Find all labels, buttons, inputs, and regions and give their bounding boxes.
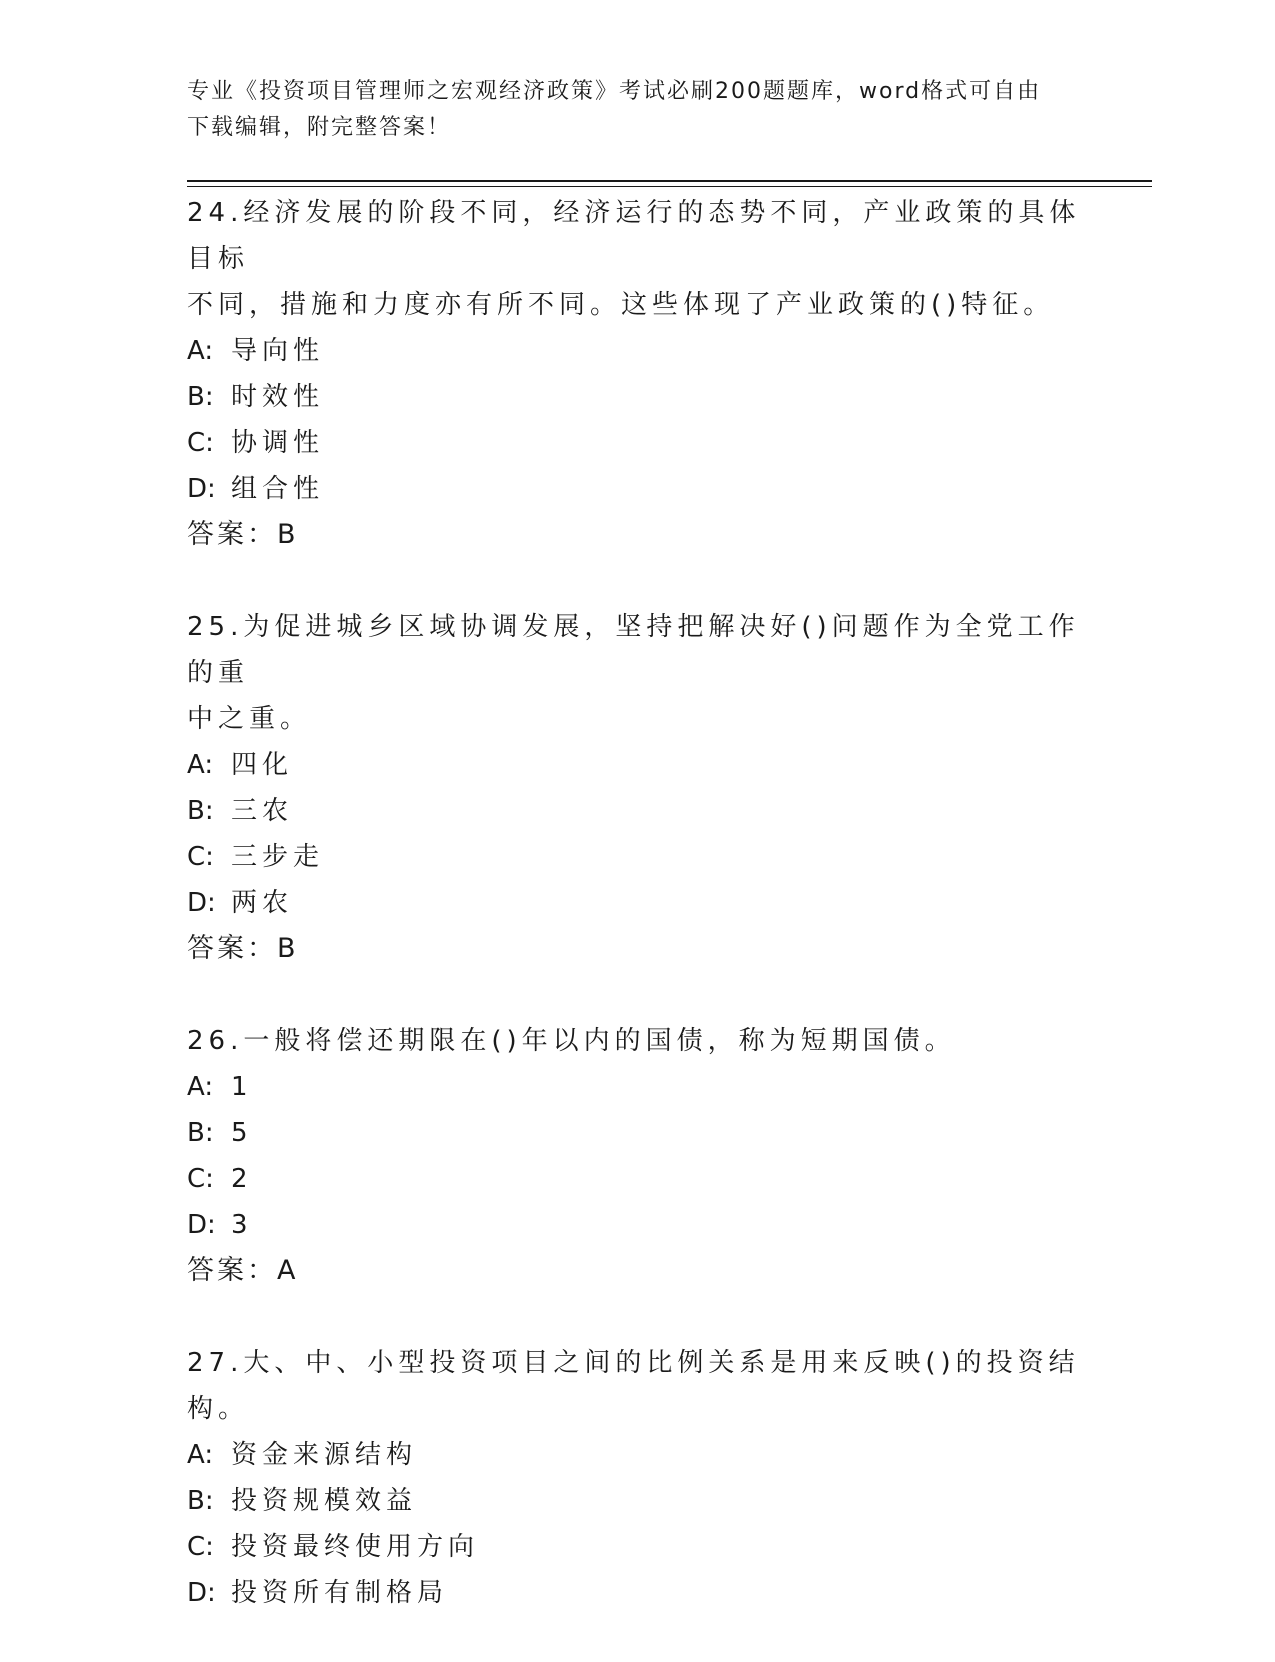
question-stem: 27.大、中、小型投资项目之间的比例关系是用来反映()的投资结构。 <box>187 1348 1080 1424</box>
option-d <box>187 466 1087 512</box>
option-text: 投资规模效益 <box>231 1486 418 1516</box>
option-text: 导向性 <box>231 336 325 366</box>
option-b <box>187 788 1087 834</box>
option-text: 四化 <box>231 750 294 780</box>
question-stem-continued: 不同，措施和力度亦有所不同。这些体现了产业政策的()特征。 <box>187 290 1055 320</box>
answer-line: 答案：B <box>187 519 299 550</box>
option-key: D: <box>187 888 216 918</box>
option-key: C: <box>187 1164 214 1194</box>
option-key: D: <box>187 474 216 504</box>
question-stem: 26.一般将偿还期限在()年以内的国债，称为短期国债。 <box>187 1026 956 1056</box>
question-list <box>187 190 1087 1662</box>
option-text: 三农 <box>231 796 294 826</box>
answer-line: 答案：A <box>187 1255 299 1286</box>
option-key: A: <box>187 750 214 780</box>
option-text: 投资所有制格局 <box>231 1578 449 1608</box>
option-key: D: <box>187 1578 216 1608</box>
header-line-1: 专业《投资项目管理师之宏观经济政策》考试必刷200题题库，word格式可自由 <box>187 79 1042 104</box>
header-divider <box>187 180 1152 187</box>
option-c <box>187 1524 1087 1570</box>
option-a <box>187 1064 1087 1110</box>
option-text: 时效性 <box>231 382 325 412</box>
option-key: B: <box>187 1486 214 1516</box>
option-key: B: <box>187 1118 214 1148</box>
option-c <box>187 1156 1087 1202</box>
option-text: 两农 <box>231 888 294 918</box>
document-header <box>187 74 1087 146</box>
option-key: A: <box>187 1072 214 1102</box>
answer-line: 答案：B <box>187 933 299 964</box>
option-d <box>187 1202 1087 1248</box>
question-27 <box>187 1340 1087 1616</box>
option-key: B: <box>187 796 214 826</box>
question-stem-continued: 中之重。 <box>187 704 312 734</box>
option-text: 3 <box>231 1210 253 1240</box>
option-text: 协调性 <box>231 428 325 458</box>
option-c <box>187 420 1087 466</box>
question-24 <box>187 190 1087 558</box>
option-key: B: <box>187 382 214 412</box>
option-b <box>187 1110 1087 1156</box>
option-key: A: <box>187 1440 214 1470</box>
question-stem: 24.经济发展的阶段不同，经济运行的态势不同，产业政策的具体目标 <box>187 198 1081 274</box>
option-b <box>187 374 1087 420</box>
question-26 <box>187 1018 1087 1294</box>
option-text: 资金来源结构 <box>231 1440 418 1470</box>
option-d <box>187 880 1087 926</box>
option-text: 投资最终使用方向 <box>231 1532 480 1562</box>
option-a <box>187 742 1087 788</box>
option-key: C: <box>187 428 214 458</box>
option-text: 2 <box>231 1164 253 1194</box>
option-a <box>187 328 1087 374</box>
option-a <box>187 1432 1087 1478</box>
option-b <box>187 1478 1087 1524</box>
option-text: 5 <box>231 1118 253 1148</box>
option-text: 1 <box>231 1072 253 1102</box>
option-key: C: <box>187 1532 214 1562</box>
option-key: C: <box>187 842 214 872</box>
question-25 <box>187 604 1087 972</box>
option-text: 三步走 <box>231 842 325 872</box>
option-key: A: <box>187 336 214 366</box>
option-text: 组合性 <box>231 474 325 504</box>
option-c <box>187 834 1087 880</box>
option-d <box>187 1570 1087 1616</box>
option-key: D: <box>187 1210 216 1240</box>
header-line-2: 下载编辑，附完整答案！ <box>187 115 452 140</box>
question-stem: 25.为促进城乡区域协调发展，坚持把解决好()问题作为全党工作的重 <box>187 612 1080 688</box>
